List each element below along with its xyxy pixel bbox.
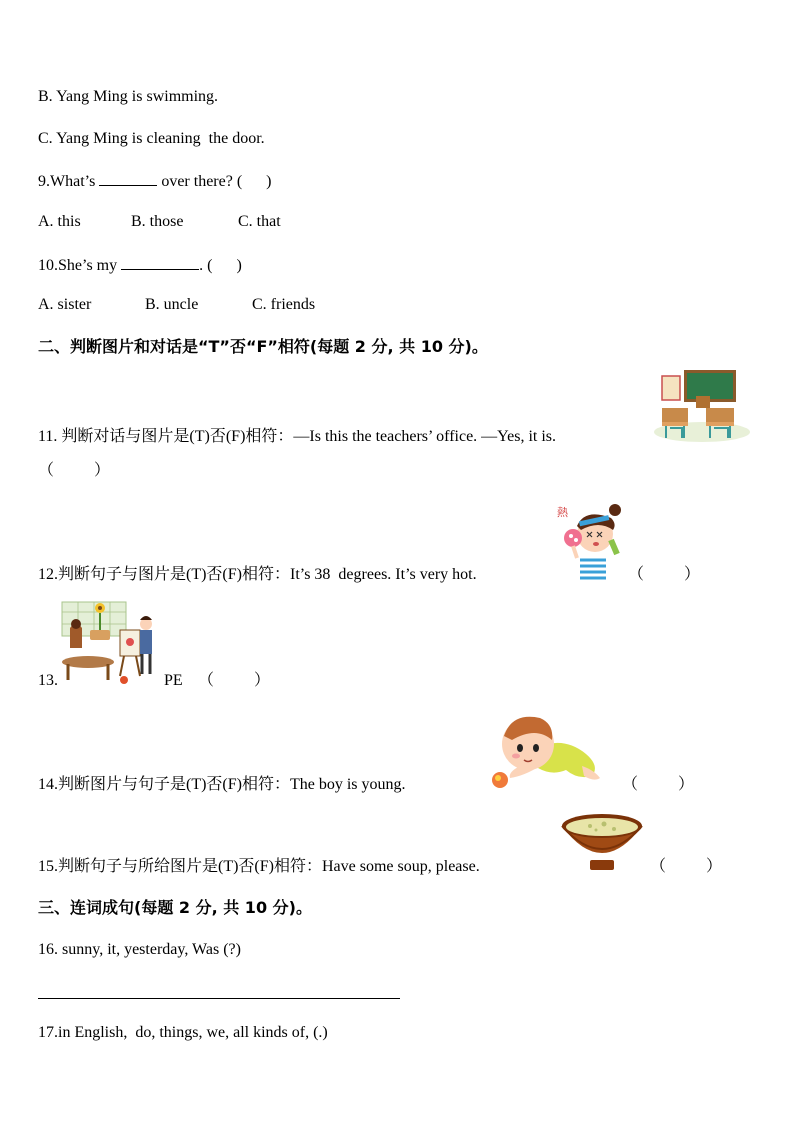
q16-text: 16. sunny, it, yesterday, Was (?): [38, 941, 241, 958]
section2-heading: 二、判断图片和对话是“T”否“F”相符(每题 2 分, 共 10 分)。: [38, 337, 488, 356]
crawling-baby-picture: [482, 710, 606, 798]
q9-option-a: A. this: [38, 213, 81, 230]
q10-option-c: C. friends: [252, 296, 316, 313]
q14-answer-paren[interactable]: （ ）: [622, 776, 695, 793]
q12-text: 12.判断句子与图片是(T)否(F)相符：It’s 38 degrees. It’s very hot.: [38, 566, 477, 583]
q9-prefix: 9.What’s: [38, 173, 100, 190]
section3-heading: 三、连词成句(每题 2 分, 共 10 分)。: [38, 898, 312, 917]
q11-answer-paren[interactable]: （ ）: [38, 462, 111, 479]
q12-answer-paren[interactable]: （ ）: [628, 566, 701, 583]
q10-options: [38, 295, 315, 315]
q9-option-b: B. those: [131, 213, 184, 230]
q13-answer-paren[interactable]: （ ）: [198, 672, 271, 689]
q13-line: [38, 671, 58, 691]
q13-word: PE: [164, 672, 183, 689]
q8-option-c: C. Yang Ming is cleaning the door.: [38, 130, 265, 147]
q15-answer-paren[interactable]: （ ）: [650, 858, 723, 875]
q15-text: 15.判断句子与所给图片是(T)否(F)相符：Have some soup, please.: [38, 858, 480, 875]
q10-stem: [38, 254, 242, 276]
q9-options: [38, 212, 281, 232]
q10-prefix: 10.She’s my: [38, 257, 122, 274]
classroom-picture: [652, 366, 752, 446]
q9-stem: [38, 170, 272, 192]
q11-text: 11. 判断对话与图片是(T)否(F)相符：—Is this the teachers’ office. —Yes, it is.: [38, 428, 557, 445]
q9-suffix: over there? ( ): [157, 173, 272, 190]
q13-number: 13.: [38, 672, 58, 689]
q16-answer-line[interactable]: [38, 998, 400, 999]
q10-option-b: B. uncle: [145, 296, 199, 313]
q9-option-c: C. that: [238, 213, 281, 230]
q10-suffix: . ( ): [199, 257, 242, 274]
hot-label: 熱: [557, 506, 568, 519]
q8-option-b: B. Yang Ming is swimming.: [38, 88, 219, 105]
q9-answer-blank[interactable]: [99, 170, 157, 186]
soup-bowl-picture: [560, 810, 644, 874]
q10-option-a: A. sister: [38, 296, 92, 313]
q17-text: 17.in English, do, things, we, all kinds of, (.): [38, 1024, 328, 1041]
hot-girl-picture: [555, 500, 625, 584]
art-class-picture: [60, 600, 160, 690]
q10-answer-blank[interactable]: [121, 254, 199, 270]
q14-text: 14.判断图片与句子是(T)否(F)相符：The boy is young.: [38, 776, 406, 793]
